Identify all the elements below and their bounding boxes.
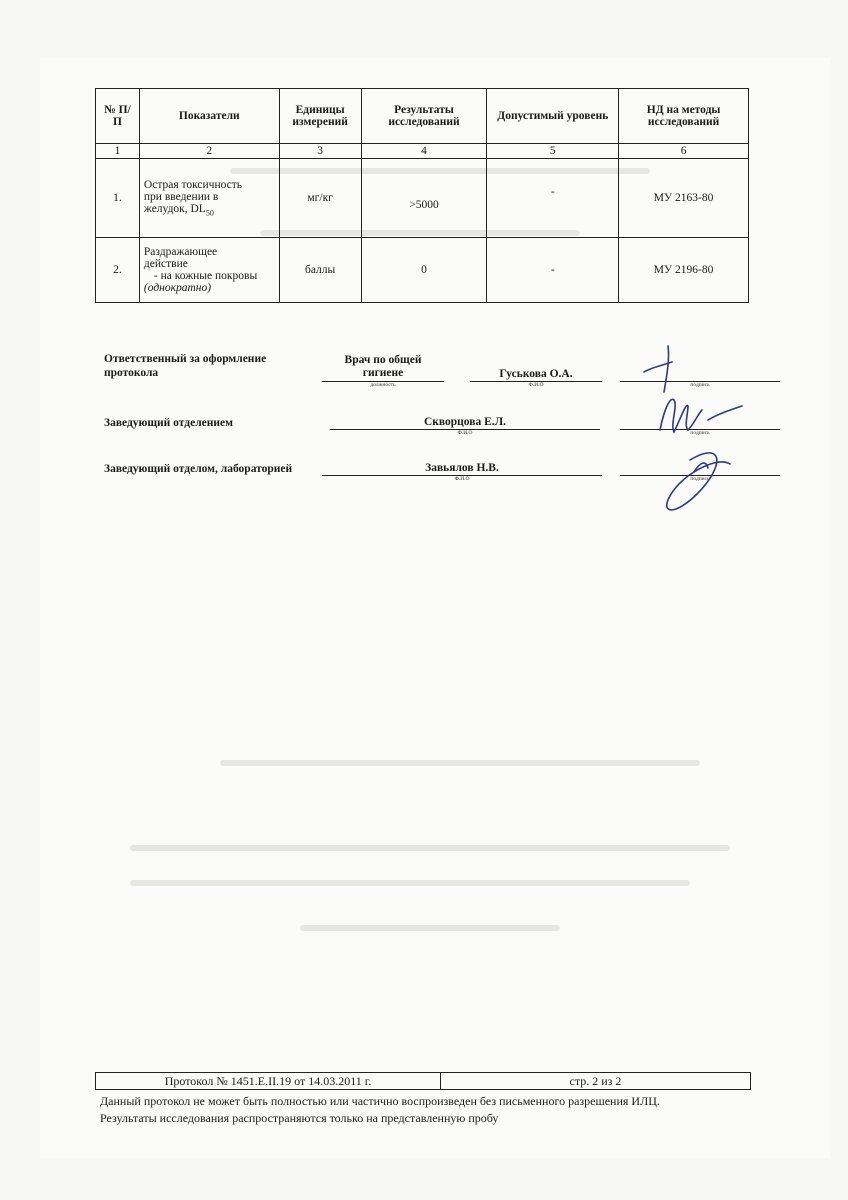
table-row xyxy=(96,238,749,303)
table-header-row xyxy=(96,89,749,144)
header-unit: Единицы измерений xyxy=(279,89,361,144)
header-number: № П/П xyxy=(96,89,140,144)
header-allowed: Допустимый уровень xyxy=(487,89,619,144)
bleed-through-mark xyxy=(300,925,560,931)
indicator-line: Острая токсичность xyxy=(143,178,243,191)
position-value xyxy=(322,354,444,380)
position-line: Врач по общей xyxy=(344,354,422,366)
row-number: 2. xyxy=(96,238,140,303)
table-row xyxy=(96,159,749,238)
position-caption: должность xyxy=(370,382,396,388)
indicator-cell xyxy=(139,159,279,238)
header-indicator: Показатели xyxy=(139,89,279,144)
position-line: гигиене xyxy=(362,367,404,379)
bleed-through-mark xyxy=(220,760,700,766)
responsible-label-line: Ответственный за оформление xyxy=(104,353,267,365)
results-table xyxy=(95,88,749,303)
indicator-line: Раздражающее xyxy=(143,246,218,258)
name-caption: Ф.И.О xyxy=(457,430,473,436)
responsible-label-line: протокола xyxy=(104,367,159,379)
method-cell: МУ 2196-80 xyxy=(619,238,749,303)
result-cell: 0 xyxy=(361,238,487,303)
bleed-through-mark xyxy=(130,880,690,886)
signature-stroke xyxy=(667,453,730,510)
column-number-row xyxy=(96,144,749,159)
column-number: 6 xyxy=(619,144,749,159)
method-cell: МУ 2163-80 xyxy=(619,159,749,238)
indicator-cell xyxy=(139,238,279,303)
column-number: 1 xyxy=(96,144,140,159)
unit-cell: баллы xyxy=(279,238,361,303)
indicator-subscript: 50 xyxy=(205,208,214,218)
responsible-name: Гуськова О.А. xyxy=(499,368,573,380)
name-caption: Ф.И.О xyxy=(528,382,544,388)
indicator-line: - на кожные покровы xyxy=(153,270,258,282)
protocol-number: Протокол № 1451.Е.II.19 от 14.03.2011 г. xyxy=(96,1073,441,1089)
allowed-cell: - xyxy=(487,238,619,303)
head-dept-label: Заведующий отделением xyxy=(104,417,233,429)
head-lab-name: Завьялов Н.В. xyxy=(425,462,499,474)
column-number: 5 xyxy=(487,144,619,159)
column-number: 3 xyxy=(279,144,361,159)
signature-caption: подпись xyxy=(690,430,710,436)
indicator-line: (однократно) xyxy=(143,282,212,294)
footer-box xyxy=(95,1072,751,1090)
signature-stroke xyxy=(644,346,672,392)
signature-caption: подпись xyxy=(690,382,710,388)
header-method: НД на методы исследований xyxy=(619,89,749,144)
column-number: 4 xyxy=(361,144,487,159)
name-caption: Ф.И.О xyxy=(454,476,470,482)
indicator-line: желудок, DL xyxy=(143,202,206,215)
responsible-label xyxy=(104,352,266,380)
unit-cell: мг/кг xyxy=(279,159,361,238)
signature-stroke xyxy=(660,399,702,432)
head-dept-name: Скворцова Е.Л. xyxy=(423,416,507,428)
footer-note: Данный протокол не может быть полностью или частично воспроизведен без письменного разрешения ИЛЦ. xyxy=(100,1094,660,1108)
head-lab-label: Заведующий отделом, лабораторией xyxy=(104,463,293,475)
handwritten-signatures xyxy=(630,340,770,520)
allowed-cell: - xyxy=(487,159,619,238)
footer-note: Результаты исследования распространяются только на представленную пробу xyxy=(100,1111,499,1125)
indicator-line: действие xyxy=(143,258,188,270)
signature-stroke xyxy=(708,406,742,420)
page-number: стр. 2 из 2 xyxy=(569,1074,622,1088)
indicator-line: при введении в xyxy=(143,190,219,203)
column-number: 2 xyxy=(139,144,279,159)
header-result: Результаты исследований xyxy=(361,89,487,144)
bleed-through-mark xyxy=(130,845,730,851)
signature-caption: подпись xyxy=(690,476,710,482)
result-cell: >5000 xyxy=(361,159,487,238)
row-number: 1. xyxy=(96,159,140,238)
